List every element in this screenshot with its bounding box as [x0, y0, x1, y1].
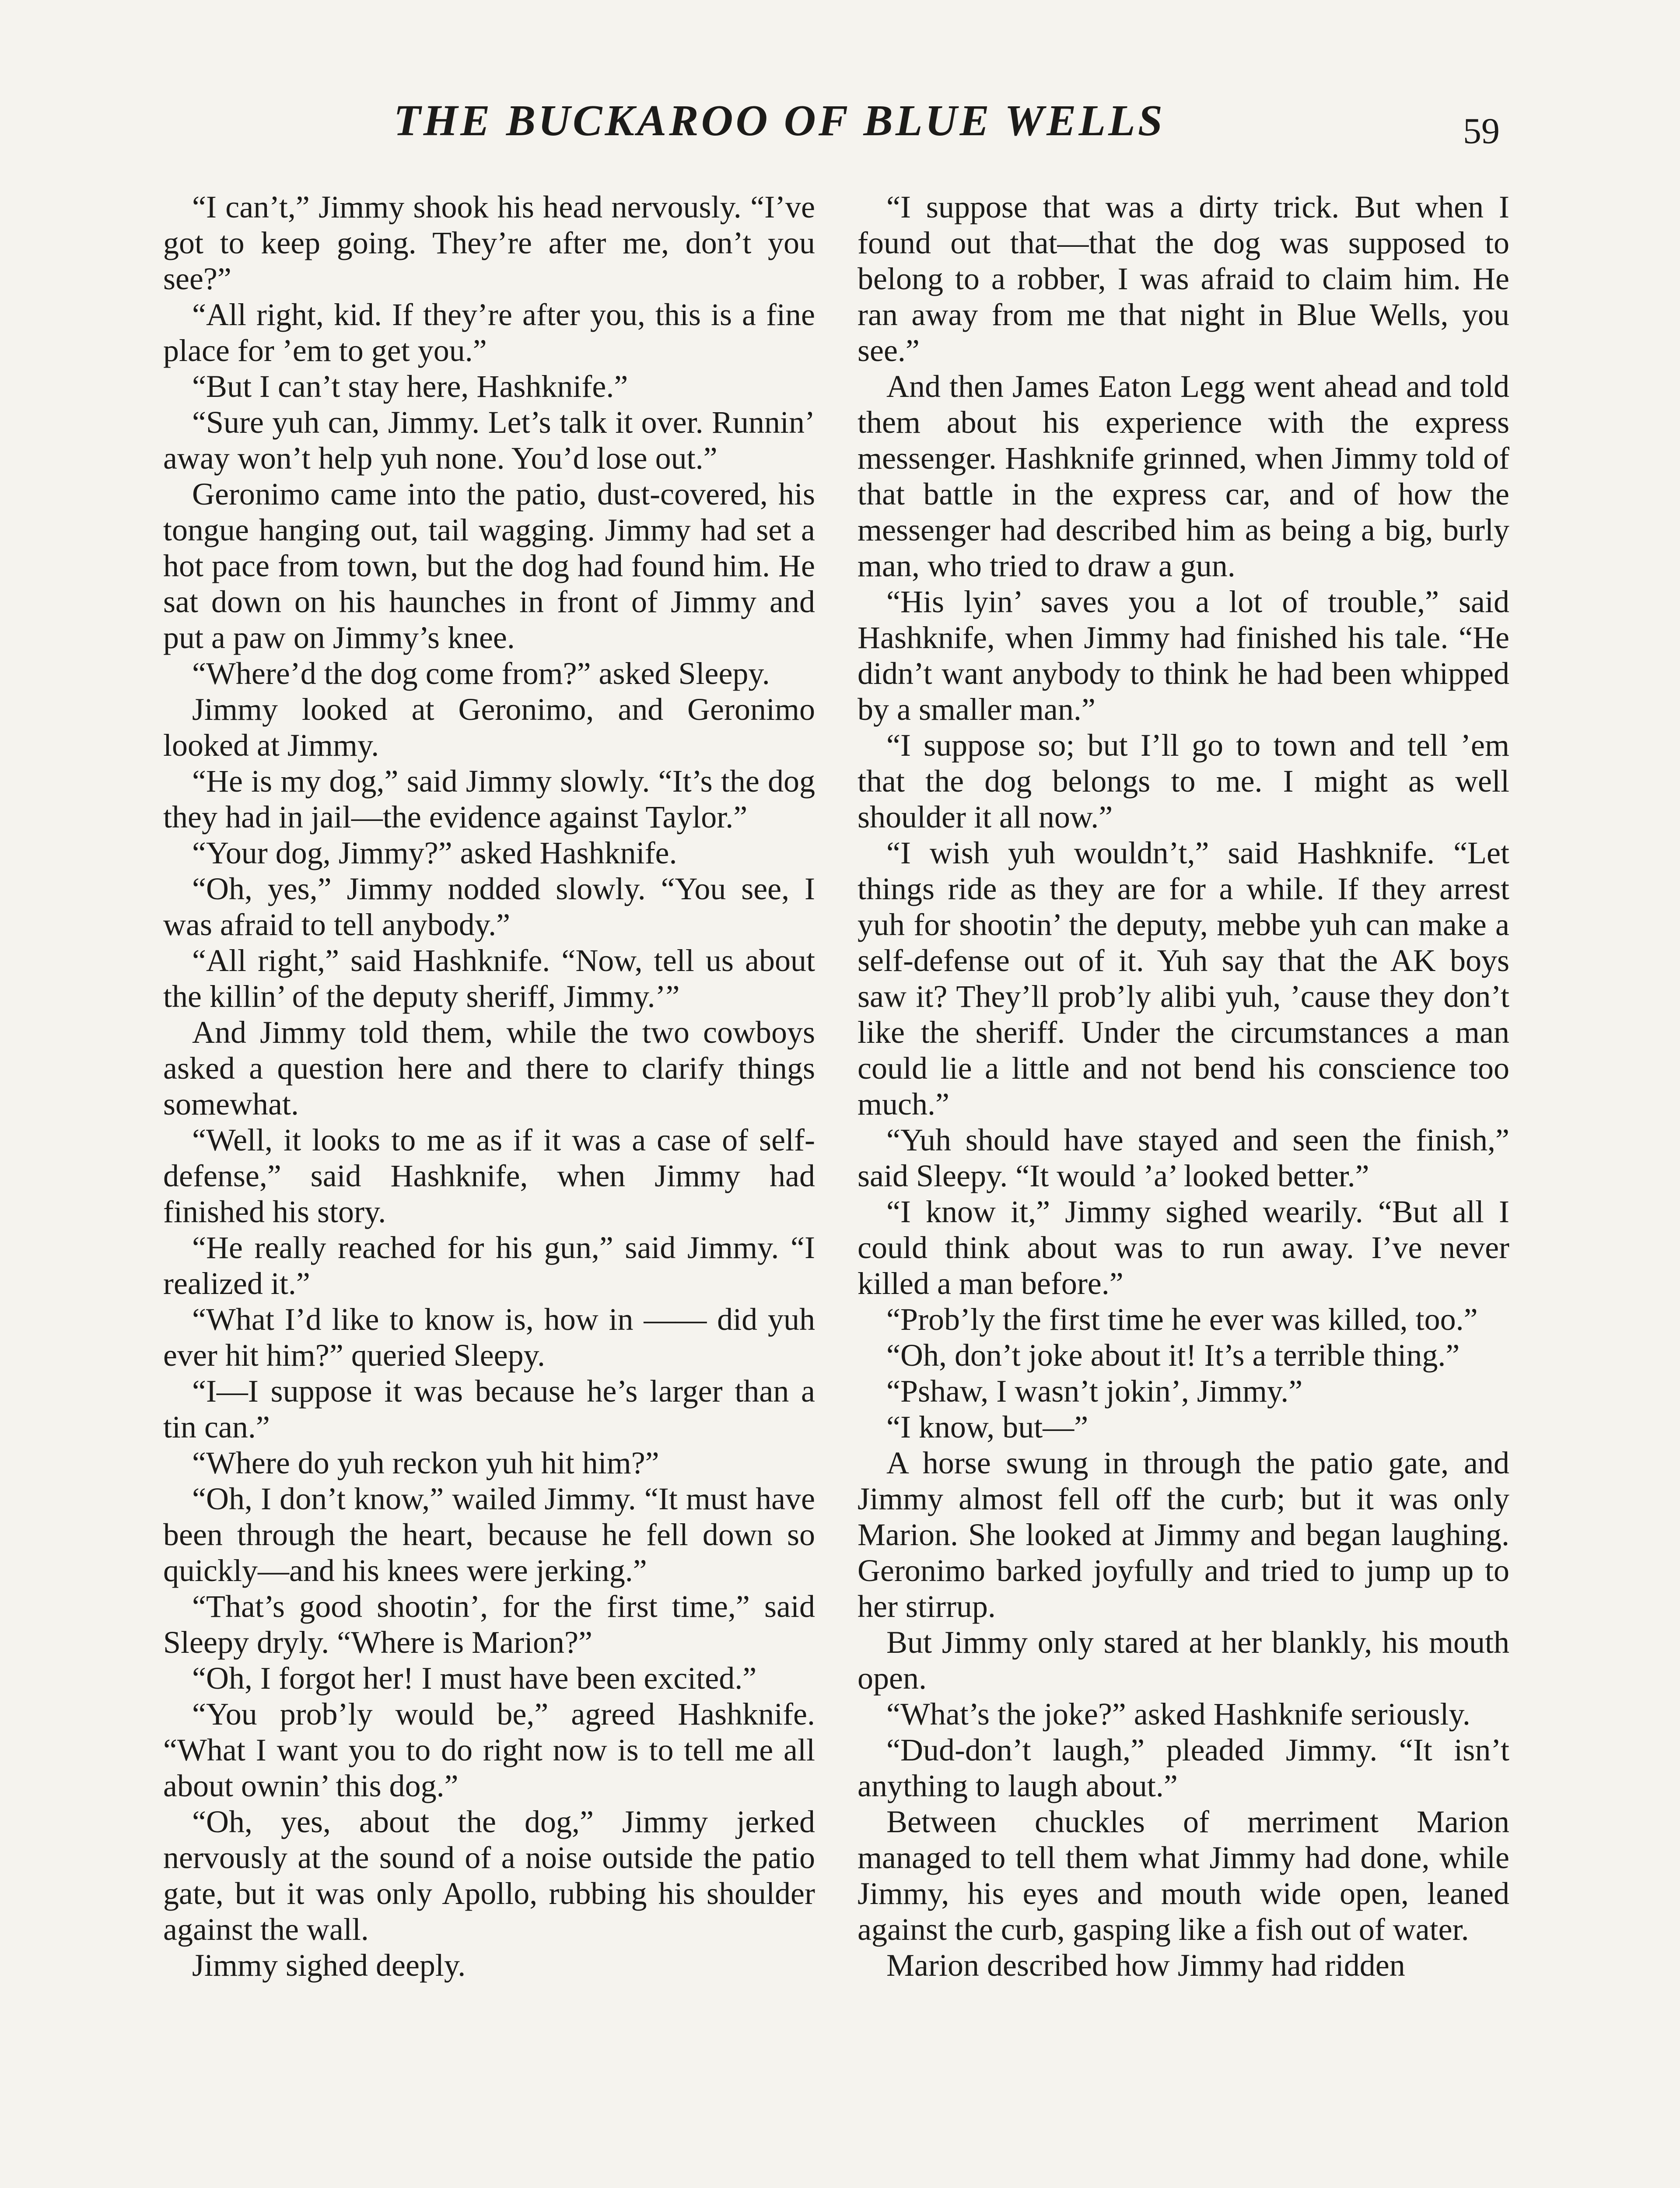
paragraph: “Where do yuh reckon yuh hit him?” — [192, 1445, 659, 1480]
paragraph: “But I can’t stay here, Hashknife.” — [192, 369, 628, 404]
page-header — [0, 0, 1680, 175]
paragraph: “Sure yuh can, Jimmy. Let’s talk it over. Runnin’ away won’t help yuh none. You’d lose out.” — [163, 405, 815, 476]
paragraph: “I suppose so; but I’ll go to town and tell ’em that the dog belongs to me. I might as well shoulder it all now.” — [858, 728, 1509, 835]
right-text-column — [858, 189, 1509, 1983]
paragraph: Geronimo came into the patio, dust-covered, his tongue hanging out, tail wagging. Jimmy had set a hot pace from town, but the dog had found him. He sat down on his haunches in front of Jimmy and put a paw on Jimmy’s knee. — [163, 477, 815, 655]
paragraph: Between chuckles of merriment Marion managed to tell them what Jimmy had done, while Jimmy, his eyes and mouth wide open, leaned against the curb, gasping like a fish out of water. — [858, 1804, 1509, 1947]
paragraph: “Your dog, Jimmy?” asked Hashknife. — [192, 835, 677, 870]
paragraph: “Prob’ly the first time he ever was killed, too.” — [886, 1302, 1478, 1337]
paragraph: “All right,” said Hashknife. “Now, tell us about the killin’ of the deputy sheriff, Jimmy.’” — [163, 943, 815, 1014]
paragraph: “All right, kid. If they’re after you, this is a fine place for ’em to get you.” — [163, 297, 815, 368]
paragraph: “His lyin’ saves you a lot of trouble,” said Hashknife, when Jimmy had finished his tale. “He didn’t want anybody to think he had been whipped by a smaller man.” — [858, 584, 1509, 727]
paragraph: “Yuh should have stayed and seen the finish,” said Sleepy. “It would ’a’ looked better.” — [858, 1122, 1509, 1193]
paragraph: “Well, it looks to me as if it was a case of self-defense,” said Hashknife, when Jimmy had finished his story. — [163, 1122, 815, 1229]
paragraph: “He is my dog,” said Jimmy slowly. “It’s the dog they had in jail—the evidence against Taylor.” — [163, 764, 815, 835]
paragraph: And then James Eaton Legg went ahead and told them about his experience with the express messenger. Hashknife grinned, when Jimmy told of that battle in the express car, and of how the messenger had described him as being a big, burly man, who tried to draw a gun. — [858, 369, 1509, 583]
paragraph: “Oh, don’t joke about it! It’s a terrible thing.” — [886, 1338, 1460, 1373]
paragraph: “Oh, I don’t know,” wailed Jimmy. “It must have been through the heart, because he fell down so quickly—and his knees were jerking.” — [163, 1481, 815, 1588]
paragraph: Marion described how Jimmy had ridden — [886, 1948, 1405, 1983]
paragraph: “What’s the joke?” asked Hashknife seriously. — [886, 1697, 1470, 1732]
paragraph: “Oh, I forgot her! I must have been excited.” — [192, 1661, 757, 1696]
page-number: 59 — [1463, 111, 1500, 151]
paragraph: “I can’t,” Jimmy shook his head nervously. “I’ve got to keep going. They’re after me, don’t you see?” — [163, 189, 815, 296]
page-title: THE BUCKAROO OF BLUE WELLS — [394, 96, 1166, 145]
paragraph: “I—I suppose it was because he’s larger than a tin can.” — [163, 1374, 815, 1445]
paragraph: “Pshaw, I wasn’t jokin’, Jimmy.” — [886, 1374, 1303, 1409]
paragraph: “Where’d the dog come from?” asked Sleepy. — [192, 656, 770, 691]
paragraph: “Dud-don’t laugh,” pleaded Jimmy. “It isn’t anything to laugh about.” — [858, 1732, 1509, 1803]
paragraph: “I know it,” Jimmy sighed wearily. “But all I could think about was to run away. I’ve never killed a man before.” — [858, 1194, 1509, 1301]
paragraph: Jimmy sighed deeply. — [192, 1948, 466, 1983]
paragraph: “I suppose that was a dirty trick. But when I found out that—that the dog was supposed to belong to a robber, I was afraid to claim him. He ran away from me that night in Blue Wells, you see.” — [858, 189, 1509, 368]
paragraph: “That’s good shootin’, for the first time,” said Sleepy dryly. “Where is Marion?” — [163, 1589, 815, 1660]
paragraph: “He really reached for his gun,” said Jimmy. “I realized it.” — [163, 1230, 815, 1301]
paragraph: And Jimmy told them, while the two cowboys asked a question here and there to clarify things somewhat. — [163, 1015, 815, 1122]
paragraph: “You prob’ly would be,” agreed Hashknife. “What I want you to do right now is to tell me all about ownin’ this dog.” — [163, 1697, 815, 1803]
paragraph: “I know, but—” — [886, 1410, 1088, 1445]
paragraph: “I wish yuh wouldn’t,” said Hashknife. “Let things ride as they are for a while. If they arrest yuh for shootin’ the deputy, mebbe yuh can make a self-defense out of it. Yuh say that the AK boys saw it? They’ll prob’ly alibi yuh, ’cause they don’t like the sheriff. Under the circumstances a man could lie a little and not bend his conscience too much.” — [858, 835, 1509, 1122]
paragraph: But Jimmy only stared at her blankly, his mouth open. — [858, 1625, 1509, 1696]
paragraph: “Oh, yes, about the dog,” Jimmy jerked nervously at the sound of a noise outside the patio gate, but it was only Apollo, rubbing his shoulder against the wall. — [163, 1804, 815, 1947]
paragraph: A horse swung in through the patio gate, and Jimmy almost fell off the curb; but it was only Marion. She looked at Jimmy and began laughing. Geronimo barked joyfully and tried to jump up to her stirrup. — [858, 1445, 1509, 1624]
left-text-column — [163, 189, 815, 1983]
paragraph: “What I’d like to know is, how in —— did yuh ever hit him?” queried Sleepy. — [163, 1302, 815, 1373]
paragraph: “Oh, yes,” Jimmy nodded slowly. “You see, I was afraid to tell anybody.” — [163, 871, 815, 942]
paragraph: Jimmy looked at Geronimo, and Geronimo looked at Jimmy. — [163, 692, 815, 763]
